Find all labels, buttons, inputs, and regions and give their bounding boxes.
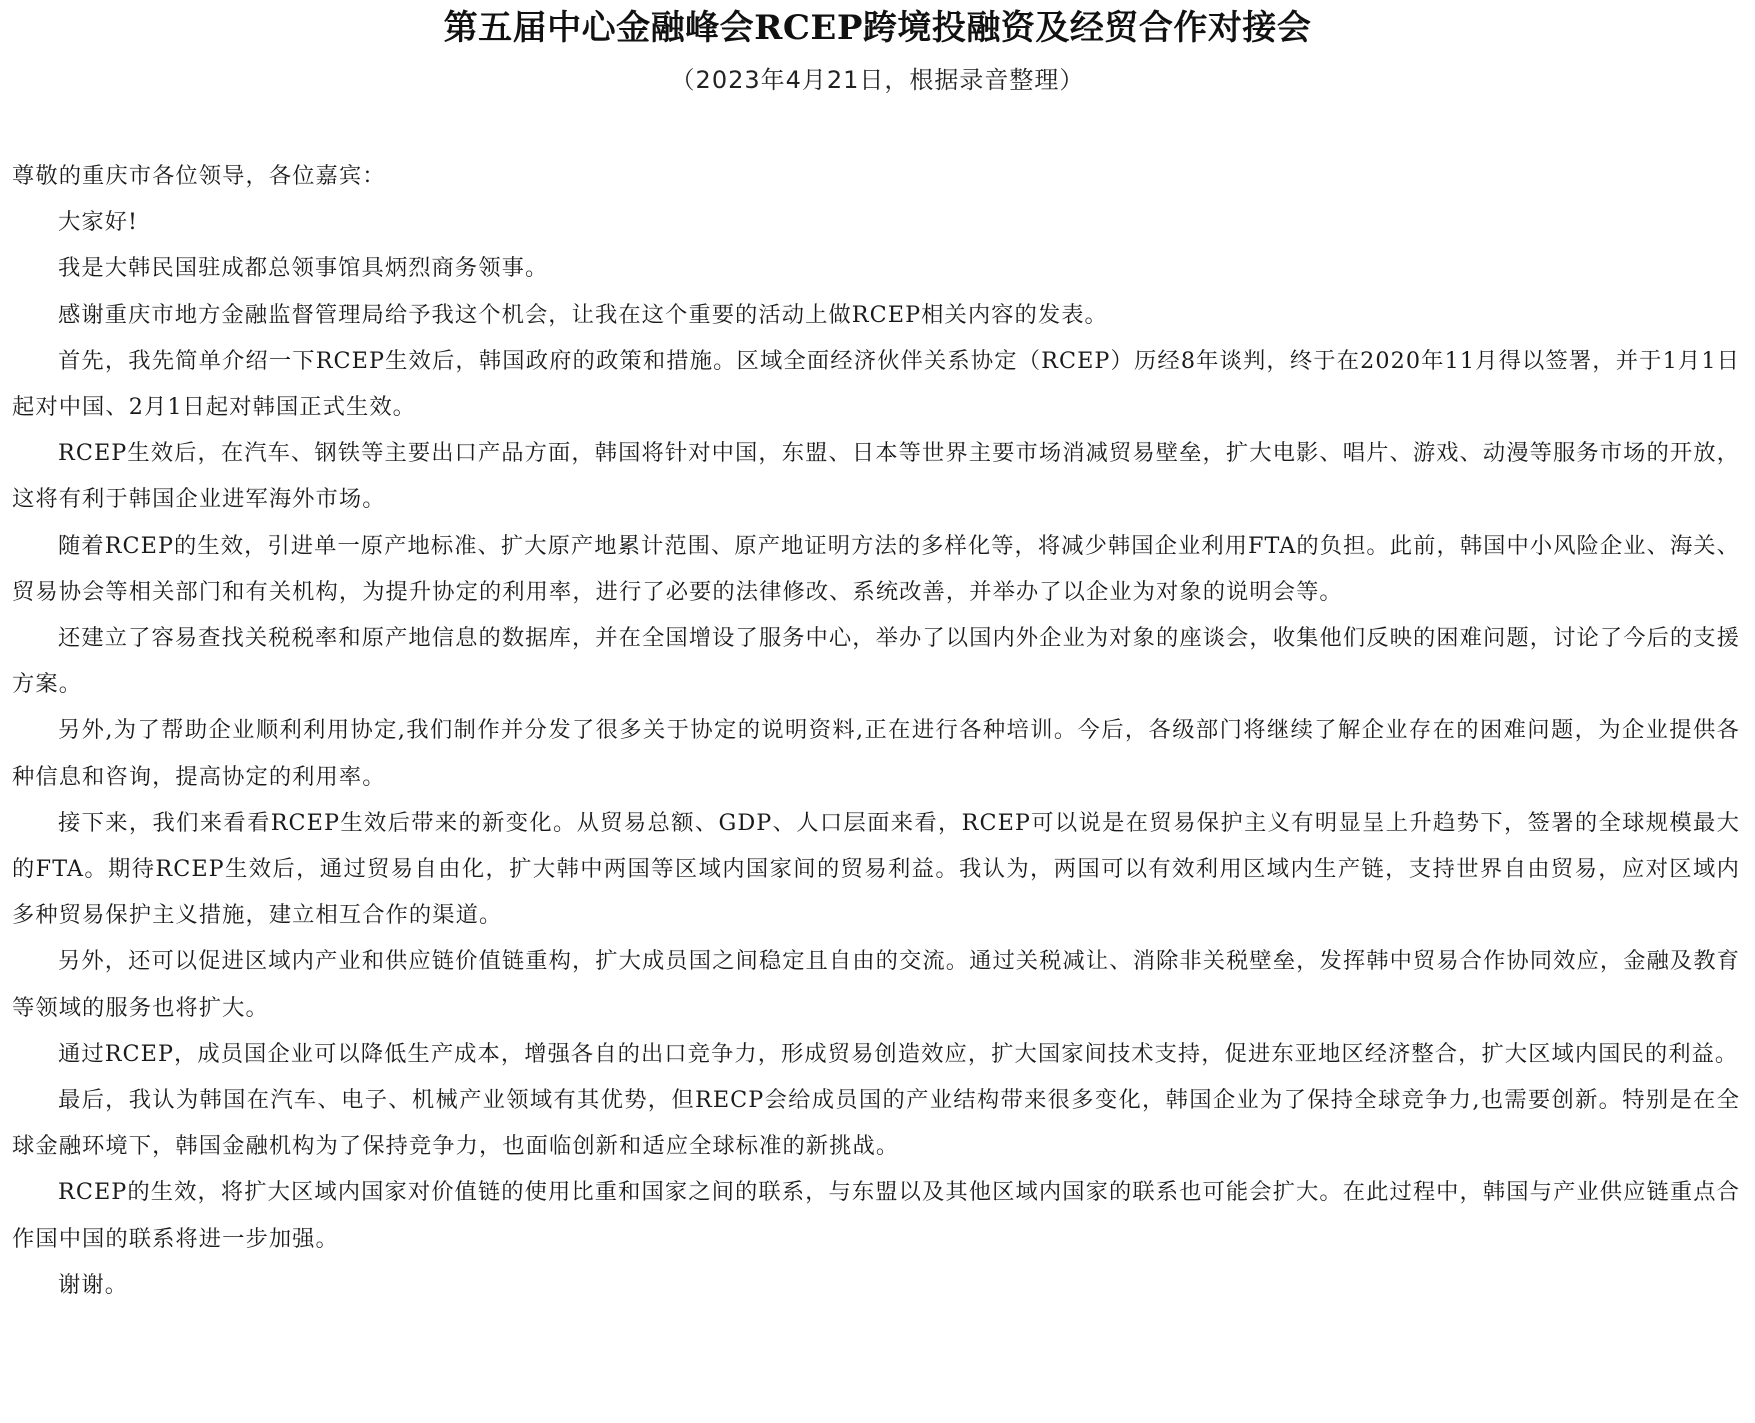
paragraph: 另外，还可以促进区域内产业和供应链价值链重构，扩大成员国之间稳定且自由的交流。通过关税减让、消除非关税壁垒，发挥韩中贸易合作协同效应，金融及教育等领域的服务也将扩大。: [12, 948, 1740, 1021]
document-title: 第五届中心金融峰会RCEP跨境投融资及经贸合作对接会: [443, 8, 1312, 48]
paragraph: RCEP生效后，在汽车、钢铁等主要出口产品方面，韩国将针对中国，东盟、日本等世界主要市场消减贸易壁垒，扩大电影、唱片、游戏、动漫等服务市场的开放，这将有利于韩国企业进军海外市场。: [12, 440, 1740, 513]
paragraph: 最后，我认为韩国在汽车、电子、机械产业领域有其优势，但RECP会给成员国的产业结构带来很多变化，韩国企业为了保持全球竞争力,也需要创新。特别是在全球金融环境下，韩国金融机构为了保持竞争力，也面临创新和适应全球标准的新挑战。: [12, 1087, 1740, 1160]
document-body: [12, 153, 1740, 1308]
paragraph-thanks: 感谢重庆市地方金融监督管理局给予我这个机会，让我在这个重要的活动上做RCEP相关内容的发表。: [58, 301, 1108, 328]
paragraph: RCEP的生效，将扩大区域内国家对价值链的使用比重和国家之间的联系，与东盟以及其他区域内国家的联系也可能会扩大。在此过程中，韩国与产业供应链重点合作国中国的联系将进一步加强。: [12, 1179, 1740, 1252]
document-subtitle: （2023年4月21日，根据录音整理）: [670, 66, 1085, 94]
paragraph-closing: 谢谢。: [58, 1271, 129, 1298]
salutation: 尊敬的重庆市各位领导，各位嘉宾：: [12, 163, 386, 189]
paragraph: 接下来，我们来看看RCEP生效后带来的新变化。从贸易总额、GDP、人口层面来看，RCEP可以说是在贸易保护主义有明显呈上升趋势下，签署的全球规模最大的FTA。期待RCEP生效后，通过贸易自由化，扩大韩中两国等区域内国家间的贸易利益。我认为，两国可以有效利用区域内生产链，支持世界自由贸易，应对区域内多种贸易保护主义措施，建立相互合作的渠道。: [12, 809, 1740, 929]
paragraph: 通过RCEP，成员国企业可以降低生产成本，增强各自的出口竞争力，形成贸易创造效应，扩大国家间技术支持，促进东亚地区经济整合，扩大区域内国民的利益。: [58, 1040, 1739, 1067]
paragraph-introduction: 我是大韩民国驻成都总领事馆具炳烈商务领事。: [58, 255, 549, 282]
paragraph-greeting: 大家好!: [58, 209, 139, 236]
paragraph: 随着RCEP的生效，引进单一原产地标准、扩大原产地累计范围、原产地证明方法的多样化等，将减少韩国企业利用FTA的负担。此前，韩国中小风险企业、海关、贸易协会等相关部门和有关机构，为提升协定的利用率，进行了必要的法律修改、系统改善，并举办了以企业为对象的说明会等。: [12, 532, 1740, 605]
paragraph: 另外,为了帮助企业顺利利用协定,我们制作并分发了很多关于协定的说明资料,正在进行各种培训。今后，各级部门将继续了解企业存在的困难问题，为企业提供各种信息和咨询，提高协定的利用率。: [12, 717, 1740, 790]
paragraph: 还建立了容易查找关税税率和原产地信息的数据库，并在全国增设了服务中心，举办了以国内外企业为对象的座谈会，收集他们反映的困难问题，讨论了今后的支援方案。: [12, 625, 1740, 698]
paragraph: 首先，我先简单介绍一下RCEP生效后，韩国政府的政策和措施。区域全面经济伙伴关系协定（RCEP）历经8年谈判，终于在2020年11月得以签署，并于1月1日起对中国、2月1日起对韩国正式生效。: [12, 347, 1740, 421]
